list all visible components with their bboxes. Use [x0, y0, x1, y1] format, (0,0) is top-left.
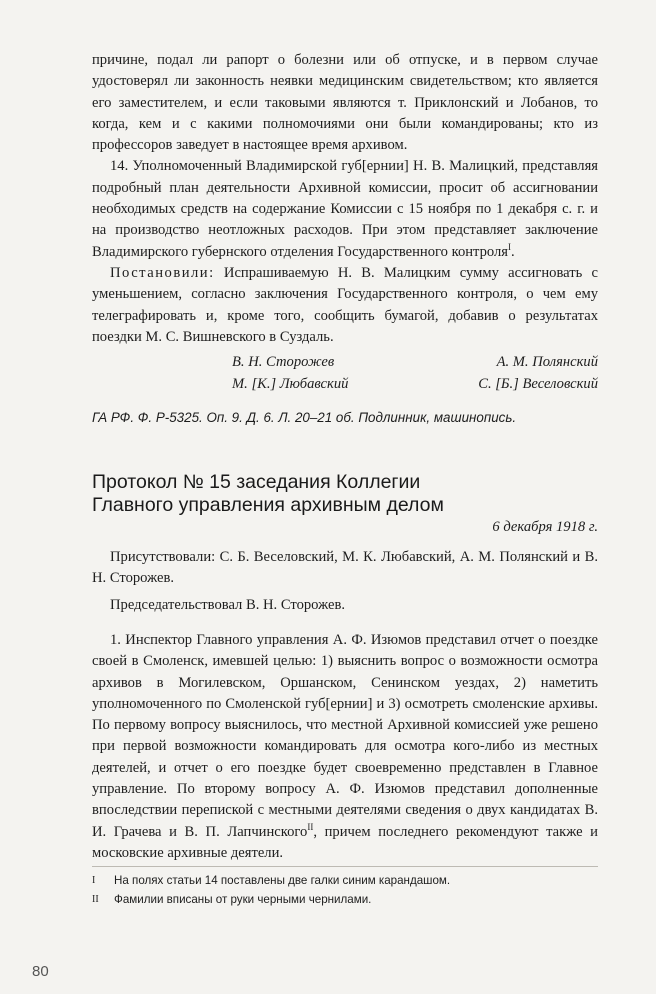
page-number: 80: [32, 963, 49, 980]
footnote-1: I На полях статьи 14 поставлены две галки синим карандашом.: [92, 874, 451, 887]
footnote-2: II Фамилии вписаны от руки черными чернилами.: [92, 893, 372, 906]
protocol-heading: Протокол № 15 заседания Коллегии Главного управления архивным делом: [92, 471, 444, 516]
protocol-date: 6 декабря 1918 г.: [492, 519, 598, 535]
item-1-block: [92, 630, 598, 864]
footnote-ref-2: II: [307, 821, 314, 832]
attendance-block: [92, 547, 598, 616]
footnote-divider: [92, 866, 598, 867]
archive-reference: ГА РФ. Ф. Р-5325. Оп. 9. Д. 6. Л. 20–21 об. Подлинник, машинопись.: [92, 410, 517, 425]
chaired-line: Председательствовал В. Н. Сторожев.: [110, 596, 346, 613]
present-line: Присутствовали: С. Б. Веселовский, М. К. Любавский, А. М. Полянский и В. Н. Сторожев.: [92, 549, 598, 587]
signature-storozhev: В. Н. Сторожев: [232, 354, 335, 371]
resolution-label: Постановили:: [110, 264, 215, 281]
signature-row-1: [92, 352, 598, 374]
signature-lyubavsky: М. [К.] Любавский: [232, 376, 349, 393]
paragraph-resolution: Постановили: Испрашиваемую Н. В. Малицким сумму ассигновать с уменьшением, согласно заключения Государственного контроля, о чем ему телеграфировать и, кроме того, сообщить бумагой, добавив о результатах поездки М. С. Вишневского в Суздаль.: [92, 264, 598, 345]
signature-row-2: [92, 374, 598, 396]
paragraph-item-1: 1. Инспектор Главного управления А. Ф. Изюмов представил отчет о поездке своей в Смоленск, имевшей целью: 1) выяснить вопрос о возможности осмотра архивов в Могилевском, Оршанском, Сенинском уездах, 2) наметить уполномоченного по Смоленской губ[ернии] и 3) осмотреть смоленские архивы. По первому вопросу выяснилось, что местной Архивной комиссией уже решено при первой возможности командировать для осмотра кого-либо из местных деятелей, и отчет о его поездке будет своевременно представлен в Главное управление. По второму вопросу А. Ф. Изюмов представил дополненные впоследствии перепиской с местными деятелями сведения о двух кандидатах В. И. Грачева и В. П. Лапчинского$^{II}$, причем последнего рекомендуют также и московские архивные деятели.: [92, 632, 598, 861]
main-text-block: [92, 50, 598, 396]
signature-veselovsky: С. [Б.] Веселовский: [478, 376, 598, 393]
paragraph-item-14: 14. Уполномоченный Владимирской губ[ернии] Н. В. Малицкий, представляя подробный план деятельности Архивной комиссии, просит об ассигновании необходимых средств на содержание Комиссии с 15 ноября по 1 декабря с. г. и на производство неотложных расходов. При этом представляет заключение Владимирского губернского отделения Государственного контроля$^I$.: [92, 158, 598, 260]
signature-polyansky: А. М. Полянский: [496, 354, 598, 371]
footnote-ref-1: I: [508, 241, 511, 252]
paragraph-continuation: причине, подал ли рапорт о болезни или об отпуске, и в первом случае удостоверял ли законность неявки медицинским свидетельством; кто является его заместителем, и если таковыми являются т. Приклонский и Лобанов, то когда, кем и с какими полномочиями они были командированы; кто из профессоров заведует в настоящее время архивом.: [92, 52, 598, 154]
